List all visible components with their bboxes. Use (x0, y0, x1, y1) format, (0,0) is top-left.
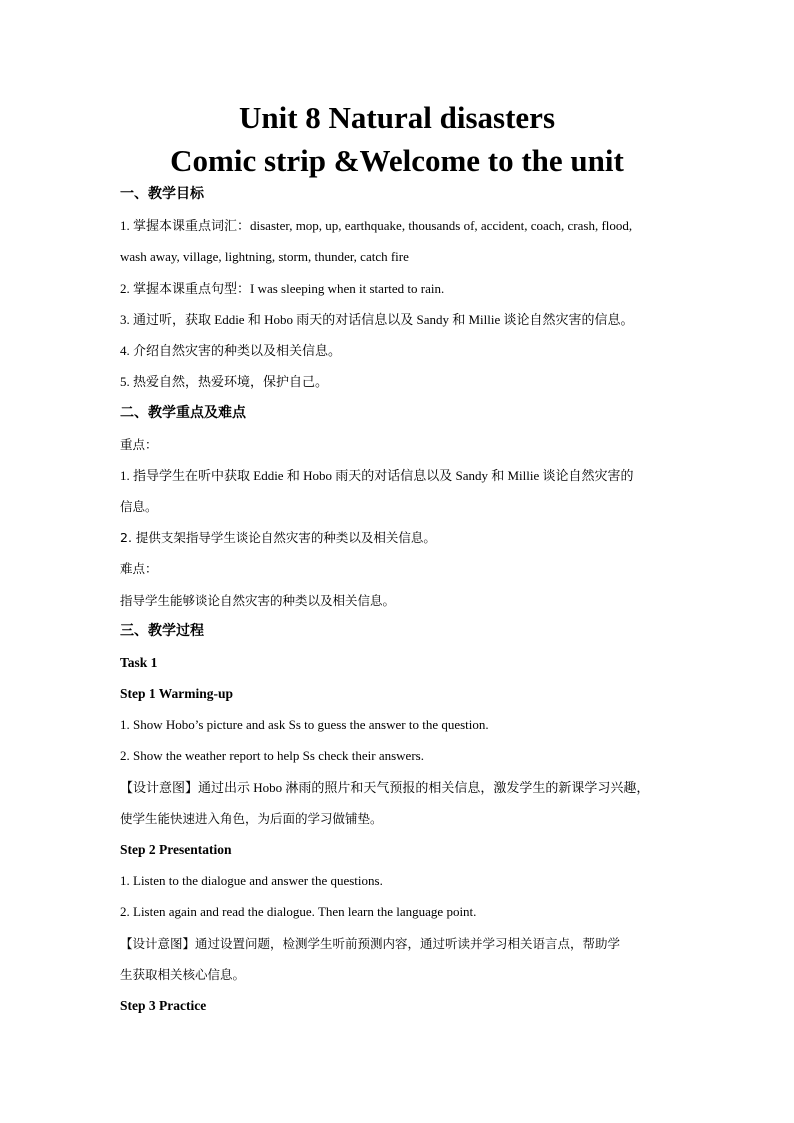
step-heading-warming-up: Step 1 Warming-up (120, 686, 234, 701)
objective-item-1-continued: wash away, village, lightning, storm, thunder, catch fire (120, 249, 409, 264)
step1-item-1: 1. Show Hobo’s picture and ask Ss to guess the answer to the question. (120, 717, 489, 732)
section-heading-objectives: 一、教学目标 (120, 186, 204, 202)
section-heading-teaching-process: 三、教学过程 (120, 623, 204, 639)
difficult-points-label: 难点： (120, 561, 158, 576)
step-heading-practice: Step 3 Practice (120, 998, 207, 1013)
task-heading: Task 1 (120, 655, 158, 670)
step2-item-1: 1. Listen to the dialogue and answer the questions. (120, 873, 383, 888)
objective-item-4: 4. 介绍自然灾害的种类以及相关信息。 (120, 343, 342, 358)
key-point-1: 1. 指导学生在听中获取 Eddie 和 Hobo 雨天的对话信息以及 Sandy 和 Millie 谈论自然灾害的 (120, 468, 634, 483)
objective-item-2: 2. 掌握本课重点句型：I was sleeping when it started to rain. (120, 281, 445, 296)
section-heading-key-points: 二、教学重点及难点 (120, 405, 246, 421)
objective-item-1: 1. 掌握本课重点词汇：disaster, mop, up, earthquake, thousands of, accident, coach, crash, flood, (120, 218, 633, 233)
key-point-2: 2. 提供支架指导学生谈论自然灾害的种类以及相关信息。 (120, 530, 436, 545)
document-title: Unit 8 Natural disasters (238, 100, 556, 135)
step-heading-presentation: Step 2 Presentation (120, 842, 232, 857)
key-points-label: 重点： (120, 437, 158, 452)
difficult-point-1: 指导学生能够谈论自然灾害的种类以及相关信息。 (120, 593, 396, 608)
step2-item-2: 2. Listen again and read the dialogue. Then learn the language point. (120, 904, 477, 919)
step2-design-intent: 【设计意图】通过设置问题，检测学生听前预测内容，通过听读并学习相关语言点，帮助学 (120, 936, 621, 951)
step2-design-intent-continued: 生获取相关核心信息。 (120, 967, 246, 982)
step1-design-intent-continued: 使学生能快速进入角色，为后面的学习做铺垫。 (120, 811, 383, 826)
objective-item-5: 5. 热爱自然，热爱环境，保护自己。 (120, 374, 329, 389)
objective-item-3: 3. 通过听，获取 Eddie 和 Hobo 雨天的对话信息以及 Sandy 和 Millie 谈论自然灾害的信息。 (120, 312, 634, 327)
key-point-1-continued: 信息。 (120, 499, 158, 514)
step1-item-2: 2. Show the weather report to help Ss check their answers. (120, 748, 424, 763)
step1-design-intent: 【设计意图】通过出示 Hobo 淋雨的照片和天气预报的相关信息，激发学生的新课学习兴趣， (120, 780, 650, 795)
document-subtitle: Comic strip &Welcome to the unit (170, 143, 624, 178)
